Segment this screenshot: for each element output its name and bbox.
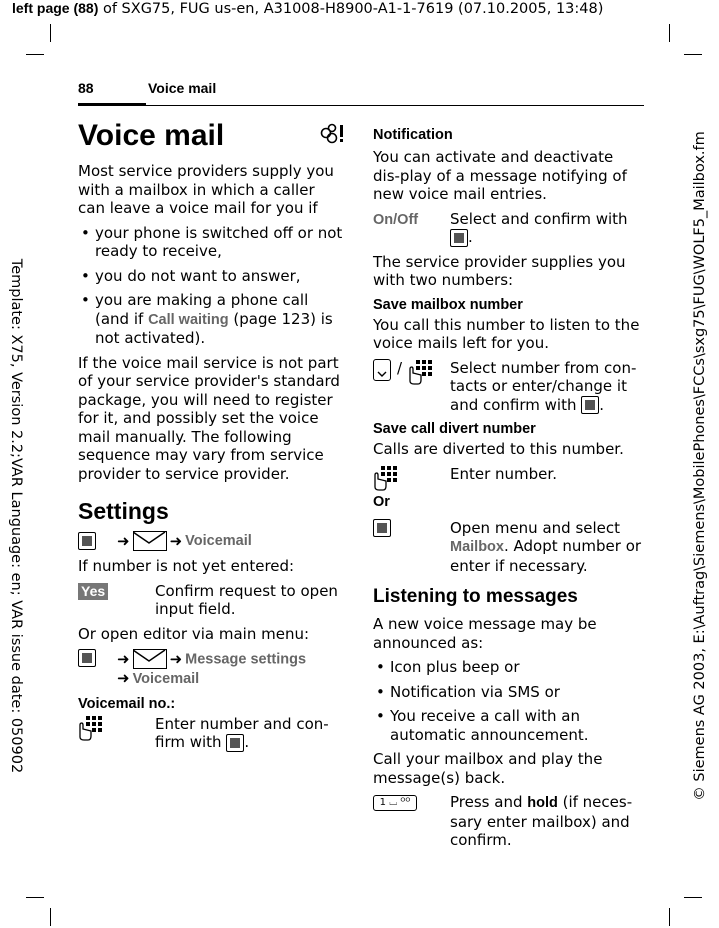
- enter-number-text: Enter number.: [450, 464, 557, 483]
- onoff-text: Select and confirm with .: [450, 209, 628, 246]
- list-item: • Notification via SMS or: [373, 683, 643, 702]
- arrow-right-icon: ➜: [117, 649, 130, 668]
- menu-key-icon: [581, 396, 599, 414]
- keypad-icon: [408, 359, 434, 385]
- press-hold-text: [450, 793, 643, 850]
- menu-path-voicemail: [78, 531, 346, 551]
- notification-heading: Notification: [373, 127, 453, 143]
- page-number: 88: [78, 80, 94, 96]
- crop-mark-br-v: [669, 908, 670, 926]
- menu-key-icon: [78, 649, 96, 667]
- header-rule: [78, 105, 644, 106]
- provider-text: The service provider supplies you with two numbers:: [373, 252, 626, 289]
- header-rule-accent: [78, 103, 146, 106]
- save-divert-text: Calls are diverted to this number.: [373, 440, 624, 458]
- select-number-row: [373, 359, 643, 415]
- menu-item-call-waiting: Call waiting: [148, 311, 229, 328]
- or-label: Or: [373, 493, 390, 510]
- open-menu-pre: Open menu and select: [450, 518, 621, 537]
- crop-mark-tr-h: [684, 54, 702, 55]
- left-column: [78, 118, 346, 758]
- not-entered-text: If number is not yet entered:: [78, 557, 295, 575]
- press-hold-bold: hold: [527, 795, 558, 811]
- envelope-icon: [133, 531, 167, 551]
- list-item-text: you are making a phone call (and if: [95, 291, 309, 328]
- enter-number-row: [373, 465, 643, 491]
- menu-key-icon: [450, 229, 468, 247]
- menu-key-icon: [78, 532, 96, 550]
- page-header-title: Voice mail: [148, 80, 217, 96]
- open-menu-text: [450, 519, 643, 576]
- enter-number-label: Enter number and con-firm with: [155, 714, 329, 751]
- listening-heading: Listening to messages: [373, 586, 578, 607]
- list-item: • your phone is switched off or not ready to receive,: [78, 224, 346, 261]
- navigation-key-icon: [373, 359, 391, 381]
- crop-mark-br-h: [684, 897, 702, 898]
- menu-item-message-settings: Message settings: [185, 651, 307, 668]
- crop-mark-tr-v: [669, 24, 670, 42]
- mailbox-conditions-list: [78, 224, 346, 348]
- one-key-icon: 1 ⌴ ᴼᴼ: [373, 795, 417, 811]
- press-post: (if neces-sary enter mailbox) and confirm.: [450, 793, 633, 849]
- settings-heading: Settings: [78, 498, 169, 524]
- open-menu-post: . Adopt number or enter if necessary.: [450, 537, 642, 575]
- crop-mark-tl-h: [26, 54, 44, 55]
- crop-mark-bl-v: [50, 908, 51, 926]
- arrow-right-icon: ➜: [117, 531, 130, 550]
- voicemail-no-heading: Voicemail no.:: [78, 695, 176, 712]
- arrow-right-icon: ➜: [117, 669, 130, 687]
- press-hold-row: [373, 793, 643, 850]
- keypad-icon: [373, 465, 399, 491]
- menu-item-voicemail: Voicemail: [185, 532, 252, 549]
- listening-text: A new voice message may be announced as:: [373, 615, 597, 652]
- network-dependent-icon: [318, 118, 346, 154]
- running-header-rest: of SXG75, FUG us-en, A31008-H8900-A1-1-7619 (07.10.2005, 13:48): [98, 1, 604, 17]
- arrow-right-icon: ➜: [169, 649, 183, 668]
- arrow-right-icon: ➜: [169, 531, 183, 550]
- section-title-text: Voice mail: [78, 119, 225, 152]
- enter-number-text: Enter number and con-firm with .: [155, 714, 329, 751]
- yes-instruction-text: Confirm request to open input field.: [155, 581, 338, 618]
- select-number-text: Select number from con-tacts or enter/change it and confirm with .: [450, 358, 637, 414]
- onoff-row: [373, 210, 643, 247]
- running-header-bold: left page (88): [12, 0, 99, 16]
- press-pre: Press and: [450, 793, 528, 811]
- crop-mark-tl-v: [50, 24, 51, 42]
- list-item: • you do not want to answer,: [78, 267, 346, 286]
- menu-key-icon: [226, 734, 244, 752]
- crop-mark-bl-h: [26, 897, 44, 898]
- save-mailbox-text: You call this number to listen to the voice mails left for you.: [373, 315, 640, 352]
- menu-key-icon: [373, 519, 391, 537]
- yes-softkey: Yes: [78, 583, 108, 600]
- yes-instruction-row: [78, 582, 346, 619]
- section-title: [78, 118, 346, 154]
- right-column: [373, 122, 643, 856]
- running-header: [12, 0, 603, 17]
- list-item: • You receive a call with an automatic announcement.: [373, 707, 643, 744]
- envelope-icon: [133, 649, 167, 669]
- announcement-list: [373, 658, 643, 744]
- onoff-label: Select and confirm with: [450, 209, 628, 228]
- register-text: If the voice mail service is not part of your service provider's standard package, you will need to register for it, and possibly set the voice mail manually. The following sequence may vary from service provider to service provider.: [78, 353, 340, 483]
- intro-text: Most service providers supply you with a mailbox in which a caller can leave a voice mail for you if: [78, 162, 334, 217]
- list-item: • Icon plus beep or: [373, 658, 643, 677]
- or-editor-text: Or open editor via main menu:: [78, 624, 310, 643]
- copyright-path-vertical: © Siemens AG 2003, E:\Auftrag\Siemens\MobilePhones\FCCs\sxg75\FUG\WOLF5_Mailbox.fm: [692, 131, 708, 801]
- save-mailbox-heading: Save mailbox number: [373, 296, 523, 313]
- menu-item-mailbox: Mailbox: [450, 539, 504, 555]
- slash-separator: /: [397, 358, 403, 377]
- template-info-vertical: Template: X75, Version 2.2;VAR Language: en; VAR issue date: 050902: [8, 258, 24, 774]
- menu-path-message-settings: [78, 649, 346, 689]
- select-number-label: Select number from con-tacts or enter/change it and confirm with: [450, 358, 637, 414]
- list-item: [78, 291, 346, 348]
- enter-number-row: [78, 715, 346, 752]
- menu-item-voicemail: Voicemail: [132, 671, 200, 687]
- notification-text: You can activate and deactivate dis-play of a message notifying of new voice mail entries.: [373, 148, 627, 203]
- open-menu-row: [373, 519, 643, 576]
- list-item-text: (page 123) is not activated).: [95, 309, 333, 347]
- save-divert-heading: Save call divert number: [373, 421, 536, 437]
- keypad-icon: [78, 715, 104, 741]
- onoff-softkey: On/Off: [373, 211, 419, 228]
- call-mailbox-text: Call your mailbox and play the message(s) back.: [373, 750, 603, 787]
